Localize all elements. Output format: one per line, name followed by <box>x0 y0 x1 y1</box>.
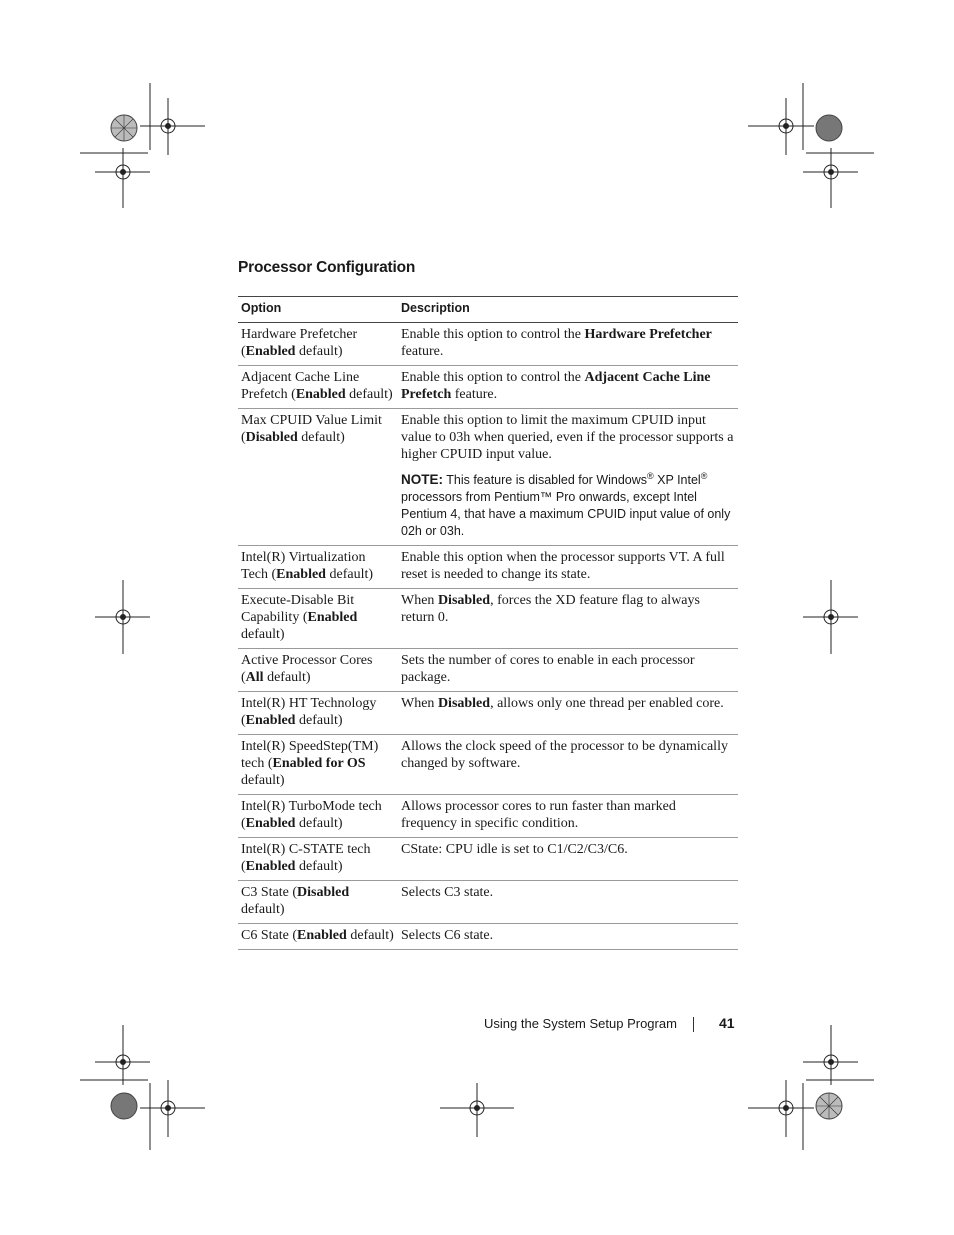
text-run: This feature is disabled for Windows <box>443 473 648 487</box>
table-row <box>238 649 738 692</box>
option-cell <box>238 924 398 950</box>
bold-text: Disabled <box>437 696 491 711</box>
bold-text: Disabled <box>245 430 298 445</box>
page-number: 41 <box>719 1015 735 1031</box>
text-run: Execute-Disable Bit Capability ( <box>241 593 355 625</box>
text-run: Allows processor cores to run faster than marked frequency in specific condition. <box>401 799 676 831</box>
description-cell <box>398 735 738 795</box>
text-run: Allows the clock speed of the processor to be dynamically changed by software. <box>401 739 728 771</box>
text-run: default) <box>295 859 343 874</box>
description-cell <box>398 692 738 735</box>
bold-text: Enabled <box>297 928 347 943</box>
text-run: default) <box>295 713 343 728</box>
description-cell <box>398 589 738 649</box>
text-run: default) <box>295 816 343 831</box>
note-label: NOTE: <box>401 472 443 487</box>
text-run: feature. <box>401 344 444 359</box>
text-run: Intel(R) HT Technology ( <box>241 696 377 728</box>
option-cell <box>238 881 398 924</box>
description-text <box>401 695 735 712</box>
description-text <box>401 798 735 832</box>
text-run: Selects C6 state. <box>401 928 494 943</box>
description-text <box>401 738 735 772</box>
bold-text: Enabled for OS <box>272 756 366 771</box>
processor-config-table <box>238 296 738 950</box>
option-cell <box>238 795 398 838</box>
text-run: default) <box>346 928 394 943</box>
description-text <box>401 549 735 583</box>
bold-text: Enabled <box>295 387 346 402</box>
description-cell <box>398 366 738 409</box>
text-run: When <box>401 696 438 711</box>
description-cell <box>398 838 738 881</box>
table-row <box>238 735 738 795</box>
table-row <box>238 546 738 589</box>
table-row <box>238 366 738 409</box>
description-text <box>401 652 735 686</box>
superscript: ® <box>647 470 654 481</box>
text-run: XP Intel <box>653 473 701 487</box>
bold-text: Enabled <box>245 859 296 874</box>
option-cell <box>238 838 398 881</box>
bold-text: Enabled <box>245 713 296 728</box>
table-row <box>238 795 738 838</box>
text-run: default) <box>241 773 285 788</box>
table-row <box>238 838 738 881</box>
table-header-row <box>238 297 738 323</box>
section-title: Processor Configuration <box>238 259 416 276</box>
text-run: default) <box>295 344 343 359</box>
bold-text: Adjacent Cache Line Prefetch <box>401 370 711 402</box>
text-run: Enable this option to control the <box>401 370 585 385</box>
bold-text: Enabled <box>245 816 296 831</box>
text-run: , allows only one thread per enabled core. <box>490 696 724 711</box>
table-row <box>238 692 738 735</box>
text-run: default) <box>263 670 311 685</box>
text-run: C3 State ( <box>241 885 297 900</box>
text-run: default) <box>241 627 285 642</box>
table-row <box>238 924 738 950</box>
text-run: Selects C3 state. <box>401 885 494 900</box>
text-run: When <box>401 593 438 608</box>
description-text <box>401 412 735 463</box>
description-cell <box>398 924 738 950</box>
option-cell <box>238 323 398 366</box>
description-cell <box>398 323 738 366</box>
option-cell <box>238 649 398 692</box>
superscript: ® <box>700 470 708 481</box>
text-run: default) <box>297 430 345 445</box>
footer-chapter: Using the System Setup Program <box>484 1016 677 1031</box>
text-run: Enable this option when the processor supports VT. A full reset is needed to change its state. <box>401 550 725 582</box>
bold-text: Disabled <box>437 593 491 608</box>
description-text <box>401 369 735 403</box>
text-run: Intel(R) SpeedStep(TM) tech ( <box>241 739 379 771</box>
description-cell <box>398 409 738 546</box>
text-run: CState: CPU idle is set to C1/C2/C3/C6. <box>401 842 628 857</box>
bold-text: All <box>245 670 264 685</box>
text-run: Sets the number of cores to enable in each processor package. <box>401 653 695 685</box>
header-option: Option <box>238 297 398 323</box>
text-run: Intel(R) Virtualization Tech ( <box>241 550 366 582</box>
text-run: Intel(R) TurboMode tech ( <box>241 799 382 831</box>
footer-divider <box>693 1017 694 1032</box>
table-row <box>238 323 738 366</box>
note <box>401 471 735 540</box>
text-run: Enable this option to limit the maximum CPUID input value to 03h when queried, even if the processor supports a higher CPUID input value. <box>401 413 734 462</box>
header-description: Description <box>398 297 738 323</box>
text-run: default) <box>325 567 374 582</box>
text-run: feature. <box>451 387 498 402</box>
description-text <box>401 326 735 360</box>
text-run: default) <box>241 902 285 917</box>
table-row <box>238 409 738 546</box>
description-text <box>401 884 735 901</box>
table-row <box>238 881 738 924</box>
description-cell <box>398 881 738 924</box>
description-cell <box>398 546 738 589</box>
table-body <box>238 323 738 950</box>
description-text <box>401 592 735 626</box>
option-cell <box>238 366 398 409</box>
bold-text: Disabled <box>297 885 350 900</box>
description-cell <box>398 795 738 838</box>
text-run: processors from Pentium™ Pro onwards, except Intel Pentium 4, that have a maximum CPUID input value of only 02h or 03h. <box>401 490 731 538</box>
text-run: Enable this option to control the <box>401 327 585 342</box>
option-cell <box>238 589 398 649</box>
bold-text: Enabled <box>276 567 326 582</box>
description-text <box>401 927 735 944</box>
option-cell <box>238 735 398 795</box>
text-run: default) <box>345 387 393 402</box>
text-run: Intel(R) C-STATE tech ( <box>241 842 371 874</box>
text-run: Active Processor Cores ( <box>241 653 373 685</box>
text-run: C6 State ( <box>241 928 297 943</box>
option-cell <box>238 692 398 735</box>
option-cell <box>238 546 398 589</box>
description-cell <box>398 649 738 692</box>
text-run: , forces the XD feature flag to always return 0. <box>401 593 700 625</box>
bold-text: Enabled <box>307 610 358 625</box>
bold-text: Enabled <box>245 344 296 359</box>
text-run: Max CPUID Value Limit ( <box>241 413 382 445</box>
text-run: Adjacent Cache Line Prefetch ( <box>241 370 360 402</box>
table-row <box>238 589 738 649</box>
description-text <box>401 841 735 858</box>
text-run: Hardware Prefetcher ( <box>241 327 358 359</box>
option-cell <box>238 409 398 546</box>
bold-text: Hardware Prefetcher <box>584 327 712 342</box>
